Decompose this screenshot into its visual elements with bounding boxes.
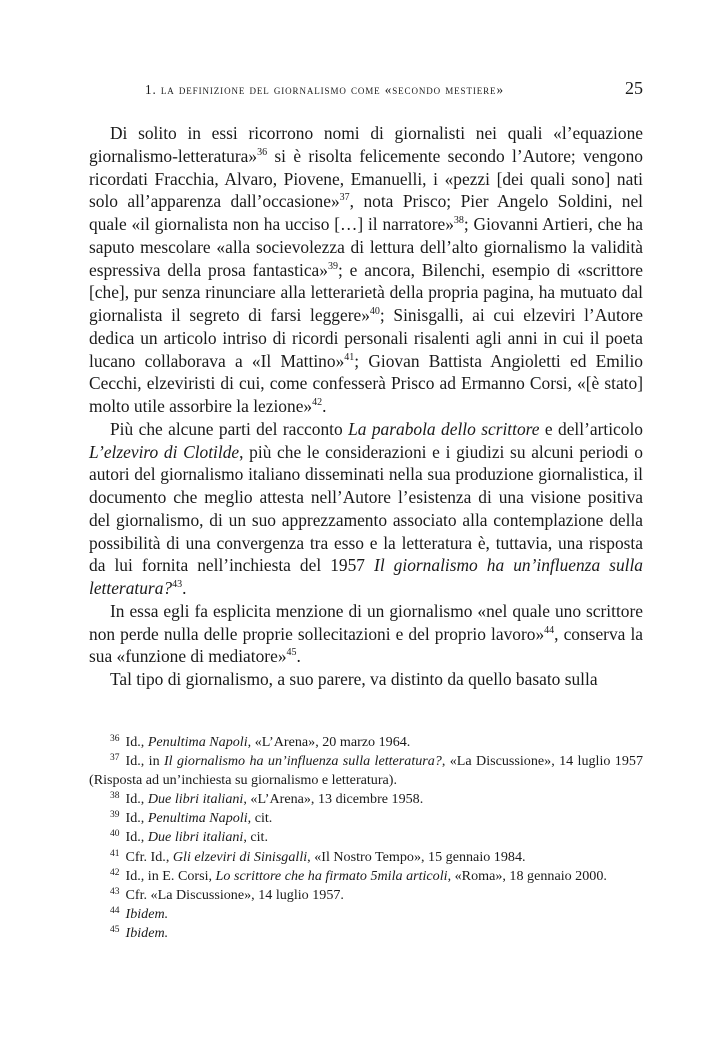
footnote-ref: 44 <box>544 624 555 636</box>
footnote-ref: 39 <box>327 260 338 272</box>
footnote-number: 38 <box>110 791 120 802</box>
footnote-ref: 41 <box>344 351 355 363</box>
paragraph: Tal tipo di giornalismo, a suo parere, va distinto da quello basato sulla <box>110 669 598 689</box>
footnote <box>89 924 643 943</box>
footnote: $^{41}$ Cfr. Id., Gli elzeviri di Sinisgalli, «Il Nostro Tempo», 15 gennaio 1984. <box>110 848 526 865</box>
footnote-number: 41 <box>110 848 120 859</box>
italic-title: Lo scrittore che ha firmato 5mila articoli <box>215 867 448 884</box>
page-header <box>89 78 643 102</box>
footnote: $^{42}$ Id., in E. Corsi, Lo scrittore che ha firmato 5mila articoli, «Roma», 18 gennaio 2000. <box>110 867 607 884</box>
italic-title: La parabola dello scrittore <box>348 418 540 439</box>
paragraph: In essa egli fa esplicita menzione di un giornalismo «nel quale uno scrittore non perde nulla delle proprie sollecitazioni e del proprio lavoro»$^{44}$, conserva la sua «funzione di mediatore»$^{45}$. <box>89 600 643 667</box>
italic-title: Il giornalismo ha un’influenza sulla letteratura? <box>163 753 442 770</box>
footnote <box>89 905 643 924</box>
footnote: $^{36}$ Id., Penultima Napoli, «L’Arena», 20 marzo 1964. <box>110 734 411 750</box>
footnote-number: 40 <box>110 829 120 840</box>
footnote-ref: 40 <box>369 306 380 317</box>
italic-title: Ibidem. <box>125 905 169 922</box>
footnote-number: 43 <box>110 886 120 897</box>
body-text <box>89 122 643 691</box>
italic-title: Penultima Napoli <box>147 810 248 827</box>
footnote-number: 36 <box>110 734 120 744</box>
footnote: $^{37}$ Id., in Il giornalismo ha un’influenza sulla letteratura?, «La Discussione», 14 luglio 1957 (Risposta ad un’inchiesta su giornalismo e letteratura). <box>89 753 643 789</box>
footnote-number: 45 <box>110 924 120 935</box>
paragraph: Più che alcune parti del racconto La parabola dello scrittore e dell’articolo L’elzeviro di Clotilde, più che le considerazioni e i giudizi su alcuni periodi o autori del giornalismo italiano disseminati nella sua produzione giornalistica, il documento che meglio attesta nell’Autore l’esistenza di una visione positiva del giornalismo, di un suo apprezzamento associato alla contemplazione della possibilità di una convergenza tra esso e la letteratura è, tuttavia, una risposta da lui fornita nell’inchiesta del 1957 Il giornalismo ha un’influenza sulla letteratura?$^{43}$. <box>89 418 643 598</box>
italic-title: Gli elzeviri di Sinisgalli <box>172 848 308 865</box>
italic-title: Il giornalismo ha un’influenza sulla letteratura? <box>89 555 643 598</box>
footnote-ref: 43 <box>172 579 183 590</box>
footnote-ref: 37 <box>339 192 350 204</box>
italic-title: L’elzeviro di Clotilde <box>89 441 240 462</box>
italic-title: Due libri italiani <box>147 829 244 846</box>
page-number: 25 <box>625 78 643 98</box>
running-head: 1. la definizione del giornalismo come «secondo mestiere» <box>145 82 504 97</box>
footnote-ref: 45 <box>286 647 297 659</box>
paragraph: Di solito in essi ricorrono nomi di giornalisti nei quali «l’equazione giornalismo-letteratura»$^{36}$ si è risolta felicemente secondo l’Autore; vengono ricordati Fracchia, Alvaro, Piovene, Emanuelli, i «pezzi [dei quali sono] nati solo all’apparenza dall’occasione»$^{37}$, nota Prisco; Pier Angelo Soldini, nel quale «il giornalista non ha ucciso […] il narratore»$^{38}$; Giovanni Artieri, che ha saputo mescolare «alla socievolezza di lettura dell’alto giornalismo la validità espressiva della prosa fantastica»$^{39}$; e ancora, Bilenchi, esempio di «scrittore [che], pur senza rinunciare alla letterarietà della propria pagina, ha mutuato dal giornalista il segreto di farsi leggere»$^{40}$; Sinisgalli, ai cui elzeviri l’Autore dedica un articolo intriso di ricordi personali risalenti agli anni in cui il poeta lucano collaborava a «Il Mattino»$^{41}$; Giovan Battista Angioletti ed Emilio Cecchi, elzeviristi di cui, come confesserà Prisco ad Ermanno Corsi, «[è stato] molto utile assorbire la lezione»$^{42}$. <box>89 123 643 416</box>
italic-title: Penultima Napoli <box>147 734 248 750</box>
footnote-ref: 38 <box>453 215 464 226</box>
footnote: $^{38}$ Id., Due libri italiani, «L’Arena», 13 dicembre 1958. <box>110 791 424 808</box>
footnote: $^{40}$ Id., Due libri italiani, cit. <box>110 829 269 846</box>
italic-title: Due libri italiani <box>147 791 244 808</box>
italic-title: Ibidem. <box>125 924 169 941</box>
footnote-ref: 36 <box>257 146 268 158</box>
footnote: $^{43}$ Cfr. «La Discussione», 14 luglio 1957. <box>110 886 344 903</box>
footnote: $^{39}$ Id., Penultima Napoli, cit. <box>110 810 273 827</box>
footnotes <box>89 733 643 943</box>
footnote-number: 37 <box>110 753 120 764</box>
footnote-number: 44 <box>110 905 120 916</box>
footnote-number: 39 <box>110 810 120 821</box>
footnote-number: 42 <box>110 867 120 878</box>
footnote-ref: 42 <box>312 397 323 408</box>
